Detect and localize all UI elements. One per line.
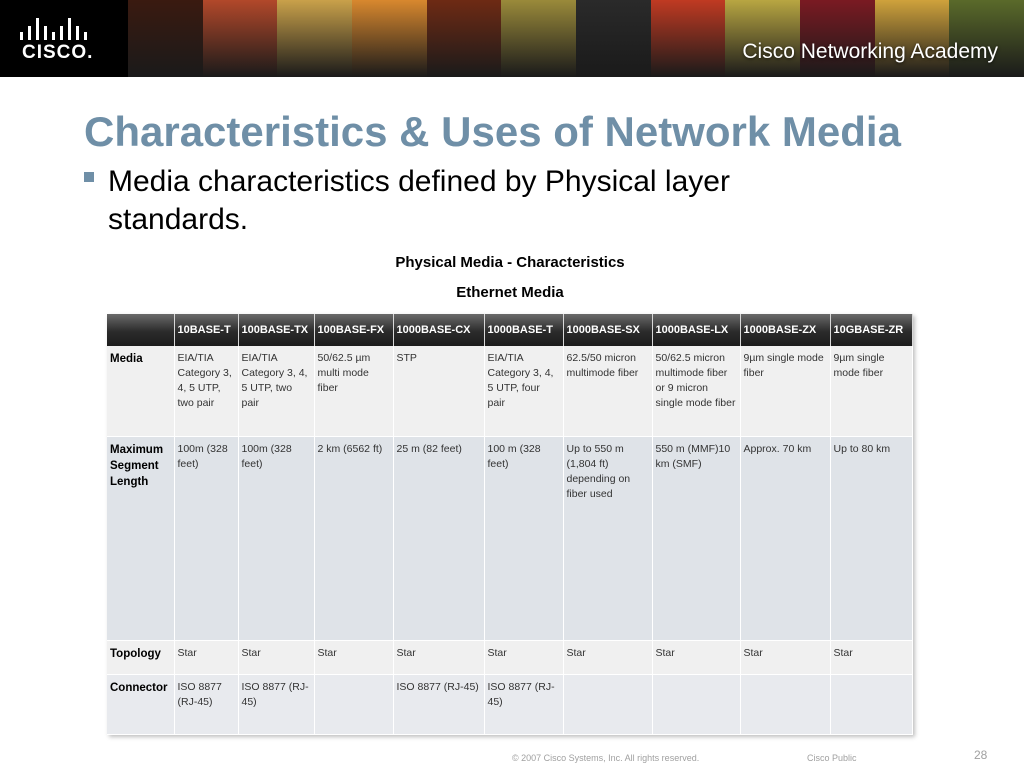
table-cell: Star <box>740 640 830 674</box>
column-header: 100BASE-TX <box>238 314 314 346</box>
banner-photo <box>875 0 950 77</box>
networking-academy-logo: Cisco Networking Academy <box>742 40 998 63</box>
table-cell: 9µm single mode fiber <box>830 346 912 436</box>
banner-photo <box>128 0 203 77</box>
bullet-square-icon <box>84 172 94 182</box>
column-header: 1000BASE-SX <box>563 314 652 346</box>
row-header: Maximum Segment Length <box>107 436 174 640</box>
table-cell: EIA/TIA Category 3, 4, 5 UTP, four pair <box>484 346 563 436</box>
banner-photo-strip <box>128 0 1024 77</box>
column-header: 1000BASE-T <box>484 314 563 346</box>
slide-title: Characteristics & Uses of Network Media <box>84 108 901 155</box>
table-cell: Star <box>238 640 314 674</box>
footer-classification: Cisco Public <box>807 753 857 763</box>
table-cell: 25 m (82 feet) <box>393 436 484 640</box>
table-row-connector <box>107 674 912 734</box>
banner-photo <box>949 0 1024 77</box>
table-cell: EIA/TIA Category 3, 4, 5 UTP, two pair <box>174 346 238 436</box>
table-cell: 50/62.5 µm multi mode fiber <box>314 346 393 436</box>
table-cell: ISO 8877 (RJ-45) <box>484 674 563 734</box>
page-number: 28 <box>974 748 988 762</box>
table-cell: ISO 8877 (RJ-45) <box>238 674 314 734</box>
bullet-text: Media characteristics defined by Physical layer standards. <box>108 165 730 236</box>
banner-photo <box>651 0 726 77</box>
column-header: 100BASE-FX <box>314 314 393 346</box>
table-cell: EIA/TIA Category 3, 4, 5 UTP, two pair <box>238 346 314 436</box>
banner-photo <box>427 0 502 77</box>
table-cell: Up to 80 km <box>830 436 912 640</box>
banner-photo <box>800 0 875 77</box>
table-row-media <box>107 346 912 436</box>
table-cell: STP <box>393 346 484 436</box>
banner-photo <box>576 0 651 77</box>
table-cell <box>652 674 740 734</box>
table-cell: Up to 550 m (1,804 ft) depending on fiber used <box>563 436 652 640</box>
column-header <box>107 314 174 346</box>
table-cell: Star <box>563 640 652 674</box>
table-cell: Star <box>174 640 238 674</box>
column-header: 10BASE-T <box>174 314 238 346</box>
table-cell: ISO 8877 (RJ-45) <box>174 674 238 734</box>
table-caption: Physical Media - Characteristics <box>395 254 625 271</box>
banner-photo <box>501 0 576 77</box>
column-header: 1000BASE-CX <box>393 314 484 346</box>
cisco-logo <box>0 0 128 77</box>
banner-photo <box>277 0 352 77</box>
table-cell <box>740 674 830 734</box>
table-cell: 100 m (328 feet) <box>484 436 563 640</box>
table-row-topology <box>107 640 912 674</box>
banner-photo <box>725 0 800 77</box>
table-cell: 100m (328 feet) <box>174 436 238 640</box>
table-header-row <box>107 314 912 346</box>
banner-photo <box>352 0 427 77</box>
cisco-bridge-icon <box>20 18 90 40</box>
table-cell: Star <box>652 640 740 674</box>
table-cell: 2 km (6562 ft) <box>314 436 393 640</box>
column-header: 10GBASE-ZR <box>830 314 912 346</box>
cisco-logo-text: CISCO. <box>22 42 94 63</box>
column-header: 1000BASE-LX <box>652 314 740 346</box>
table-cell: 50/62.5 micron multimode fiber or 9 micron single mode fiber <box>652 346 740 436</box>
column-header: 1000BASE-ZX <box>740 314 830 346</box>
table-cell <box>830 674 912 734</box>
ethernet-media-table <box>107 314 913 735</box>
table-cell: ISO 8877 (RJ-45) <box>393 674 484 734</box>
table-cell: 9µm single mode fiber <box>740 346 830 436</box>
footer-copyright: © 2007 Cisco Systems, Inc. All rights reserved. <box>512 753 700 763</box>
row-header: Media <box>107 346 174 436</box>
table-cell: Star <box>314 640 393 674</box>
table-cell <box>314 674 393 734</box>
table-row-segment-length <box>107 436 912 640</box>
table-cell: 62.5/50 micron multimode fiber <box>563 346 652 436</box>
table-subcaption: Ethernet Media <box>456 284 564 301</box>
banner-photo <box>203 0 278 77</box>
table-cell: Star <box>484 640 563 674</box>
table-cell: Approx. 70 km <box>740 436 830 640</box>
table-cell: Star <box>393 640 484 674</box>
row-header: Connector <box>107 674 174 734</box>
table-cell: 550 m (MMF)10 km (SMF) <box>652 436 740 640</box>
table-cell: 100m (328 feet) <box>238 436 314 640</box>
row-header: Topology <box>107 640 174 674</box>
header-banner <box>0 0 1024 77</box>
table-cell <box>563 674 652 734</box>
table-cell: Star <box>830 640 912 674</box>
